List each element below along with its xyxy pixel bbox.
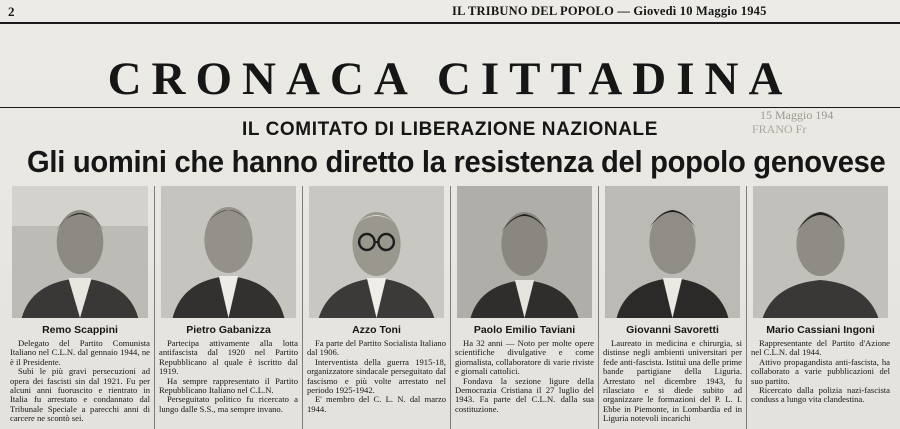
person-name: Mario Cassiani Ingoni	[766, 324, 875, 336]
person-name: Paolo Emilio Taviani	[473, 324, 576, 336]
bio-paragraph: Delegato del Partito Comunista Italiano nel C.L.N. dal gennaio 1944, ne è il Presidente.	[10, 338, 150, 367]
person-bio	[603, 339, 742, 424]
portrait-photo	[161, 186, 296, 318]
person-bio	[751, 339, 890, 405]
person-column	[598, 186, 746, 429]
bio-paragraph: Ha 32 anni — Noto per molte opere scientifiche divulgative e come giornalista, collaboratore di varie riviste e giornali cattolici.	[455, 338, 594, 377]
portrait-photo	[605, 186, 740, 318]
portrait-columns	[6, 186, 896, 429]
portrait-photo	[753, 186, 888, 318]
person-name: Pietro Gabanizza	[186, 324, 271, 336]
person-column	[746, 186, 894, 429]
person-bio	[455, 339, 594, 414]
person-name: Giovanni Savoretti	[626, 324, 719, 336]
bio-paragraph: Attivo propagandista anti-fascista, ha collaborato a varie pubblicazioni del suo partito.	[751, 356, 890, 386]
bleed-through-text: 15 Maggio 194	[760, 108, 834, 122]
person-name: Azzo Toni	[352, 324, 401, 336]
page-number: 2	[8, 4, 15, 19]
portrait-photo	[12, 186, 148, 318]
person-column	[450, 186, 598, 429]
person-bio	[10, 339, 150, 424]
bio-paragraph: Fa parte del Partito Socialista Italiano dal 1906.	[307, 338, 446, 358]
person-bio	[307, 339, 446, 414]
bio-paragraph: Laureato in medicina e chirurgia, si distinse negli ambienti universitari per fede anti-fascista. Istituì una delle prime bande partigiane della Liguria. Arrestato nel dicembre 1943, fu rilasciato e si diede subito ad organizzare le formazioni del P. L. I. Ebbe in Piemonte, in Lombardia ed in Liguria notevoli incarichi	[603, 338, 742, 424]
main-headline: Gli uomini che hanno diretto la resistenza del popolo genovese	[27, 144, 886, 179]
bio-paragraph: Rappresentante del Partito d'Azione nel C.L.N. dal 1944.	[751, 338, 890, 358]
bio-paragraph: E' membro del C. L. N. dal marzo 1944.	[307, 394, 446, 414]
person-name: Remo Scappini	[42, 324, 118, 336]
person-bio	[159, 339, 298, 414]
top-rule	[0, 22, 900, 24]
bio-paragraph: Subì le più gravi persecuzioni ad opera dei fascisti sin dal 1921. Fu per alcuni anni fuoruscito e rientrato in Italia fu arrestato e condannato dal Tribunale Speciale a parecchi anni di carcere ne scontò sei.	[10, 366, 150, 424]
bio-paragraph: Ha sempre rappresentato il Partito Repubblicano Italiano nel C.L.N.	[159, 375, 298, 396]
kicker-headline: IL COMITATO DI LIBERAZIONE NAZIONALE	[241, 119, 659, 140]
bleed-through-text-2: FRANO Fr	[752, 122, 807, 136]
person-column	[6, 186, 154, 429]
bio-paragraph: Partecipa attivamente alla lotta antifascista dal 1920 nel Partito Repubblicano al quale è iscritto dal 1919.	[159, 338, 298, 377]
bio-paragraph: Interventista della guerra 1915-18, organizzatore sindacale perseguitato dal fascismo e più volte arrestato nel periodo 1925-1942.	[307, 356, 446, 396]
bio-paragraph: Ricercato dalla polizia nazi-fascista conduss a lungo vita clandestina.	[751, 385, 890, 405]
section-title: CRONACA CITTADINA	[107, 53, 793, 105]
portrait-photo	[457, 186, 592, 318]
portrait-photo	[309, 186, 444, 318]
bio-paragraph: Perseguitato politico fu ricercato a lungo dalle S.S., ma sempre invano.	[159, 394, 298, 414]
masthead-dateline: IL TRIBUNO DEL POPOLO — Giovedì 10 Maggio 1945	[452, 4, 767, 18]
person-column	[302, 186, 450, 429]
bio-paragraph: Fondava la sezione ligure della Democrazia Cristiana il 27 luglio del 1943. Fa parte del C.L.N. dalla sua costituzione.	[455, 375, 594, 414]
person-column	[154, 186, 302, 429]
